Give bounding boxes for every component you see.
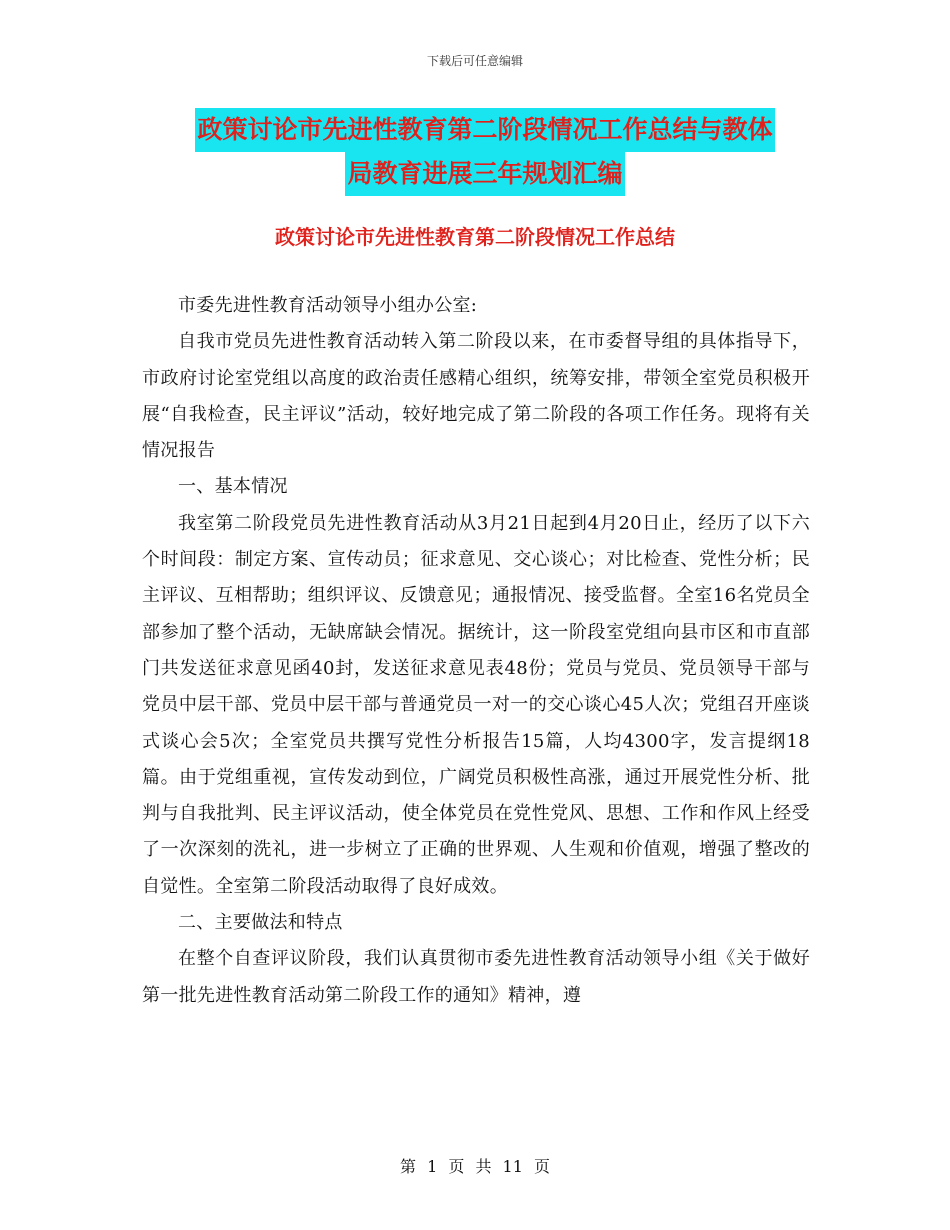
header-note: 下载后可任意编辑 bbox=[426, 54, 523, 68]
paragraph-main-practices: 在整个自查评议阶段，我们认真贯彻市委先进性教育活动领导小组《关于做好第一批先进性教育活动第二阶段工作的通知》精神，遵 bbox=[142, 948, 810, 1006]
section-title: 政策讨论市先进性教育第二阶段情况工作总结 bbox=[275, 225, 675, 249]
page-footer: 第 1 页 共 11 页 bbox=[400, 1157, 550, 1176]
document-title-line-2: 局教育进展三年规划汇编 bbox=[345, 152, 624, 196]
document-title bbox=[140, 108, 830, 196]
paragraph-salutation: 市委先进性教育活动领导小组办公室: bbox=[178, 295, 478, 316]
paragraph-intro: 自我市党员先进性教育活动转入第二阶段以来，在市委督导组的具体指导下，市政府讨论室党组以高度的政治责任感精心组织，统筹安排，带领全室党员积极开展“自我检查，民主评议”活动，较好地完成了第二阶段的各项工作任务。现将有关情况报告 bbox=[142, 331, 810, 462]
heading-basic-situation: 一、基本情况 bbox=[178, 476, 288, 498]
document-title-line-1: 政策讨论市先进性教育第二阶段情况工作总结与教体 bbox=[195, 108, 774, 152]
paragraph-basic-situation: 我室第二阶段党员先进性教育活动从3月21日起到4月20日止，经历了以下六个时间段：制定方案、宣传动员；征求意见、交心谈心；对比检查、党性分析；民主评议、互相帮助；组织评议、反馈意见；通报情况、接受监督。全室16名党员全部参加了整个活动，无缺席缺会情况。据统计，这一阶段室党组向县市区和市直部门共发送征求意见函40封，发送征求意见表48份；党员与党员、党员领导干部与党员中层干部、党员中层干部与普通党员一对一的交心谈心45人次；党组召开座谈式谈心会5次；全室党员共撰写党性分析报告15篇，人均4300字，发言提纲18篇。由于党组重视，宣传发动到位，广阔党员积极性高涨，通过开展党性分析、批判与自我批判、民主评议活动，使全体党员在党性党风、思想、工作和作风上经受了一次深刻的洗礼，进一步树立了正确的世界观、人生观和价值观，增强了整改的自觉性。全室第二阶段活动取得了良好成效。 bbox=[142, 512, 810, 897]
body-text bbox=[142, 288, 810, 1014]
heading-main-practices: 二、主要做法和特点 bbox=[178, 912, 343, 934]
